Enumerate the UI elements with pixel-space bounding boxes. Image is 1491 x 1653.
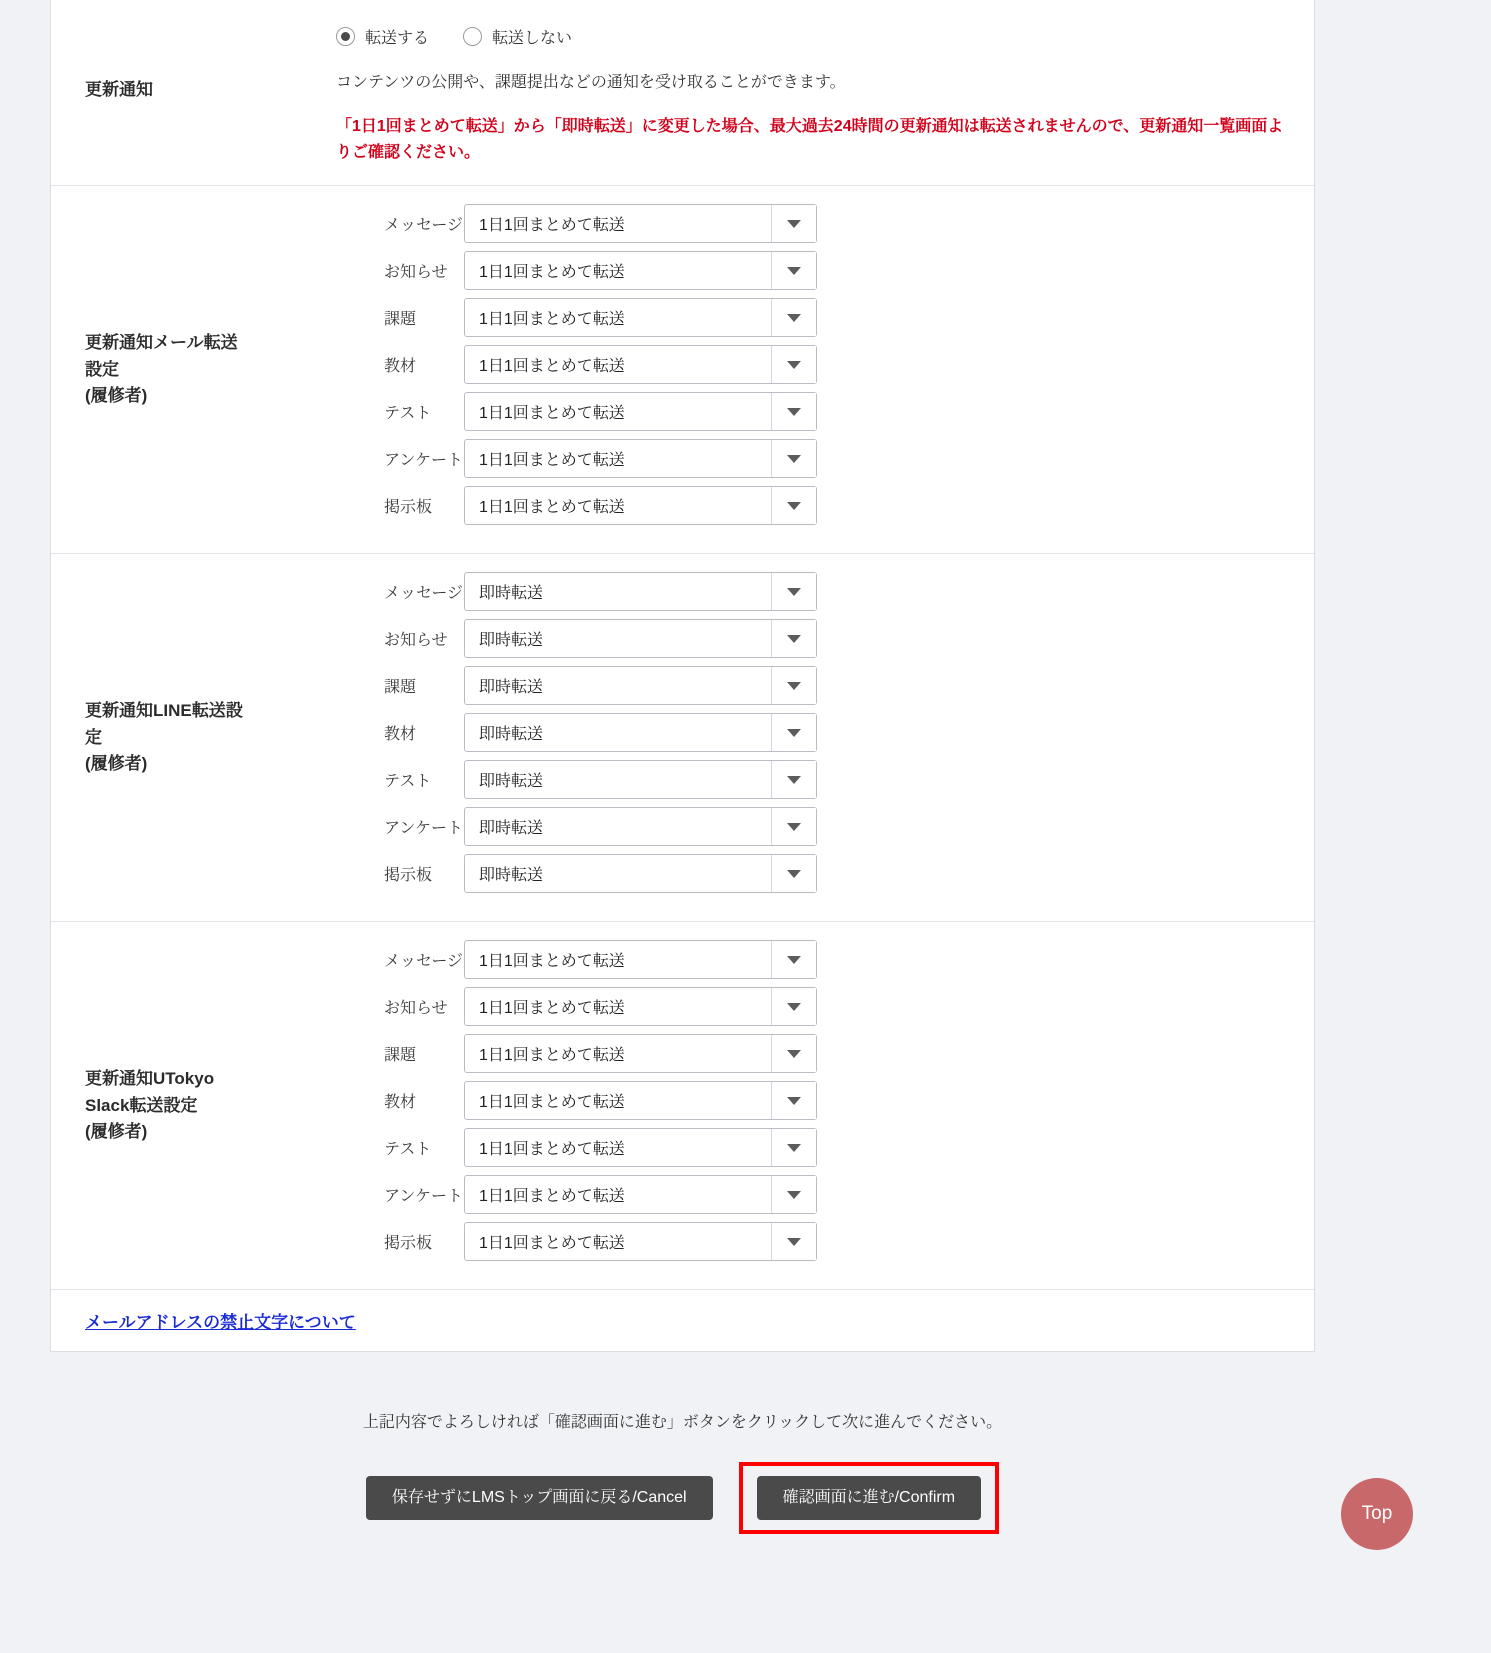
row-mail-link	[51, 1290, 1314, 1351]
label-line-1: 更新通知メール転送	[85, 333, 238, 353]
setting-row-test	[336, 1128, 1294, 1167]
select-slack-message[interactable]	[464, 940, 817, 979]
chevron-down-icon[interactable]	[771, 620, 816, 657]
select-slack-test[interactable]	[464, 1128, 817, 1167]
setting-label-news: お知らせ	[384, 264, 448, 282]
chevron-down-icon[interactable]	[771, 1223, 816, 1260]
setting-label-test: テスト	[384, 405, 432, 423]
radio-forward-off[interactable]	[463, 27, 482, 46]
label-line-2: Slack転送設定	[85, 1095, 198, 1115]
setting-row-news	[336, 251, 1294, 290]
select-value: 1日1回まとめて転送	[479, 499, 625, 517]
scroll-to-top-label: Top	[1361, 1503, 1393, 1524]
select-mail-survey[interactable]	[464, 439, 817, 478]
setting-row-survey	[336, 1175, 1294, 1214]
select-mail-assignment[interactable]	[464, 298, 817, 337]
setting-row-assignment	[336, 298, 1294, 337]
select-line-board[interactable]	[464, 854, 817, 893]
select-value: 1日1回まとめて転送	[479, 405, 625, 423]
chevron-down-icon[interactable]	[771, 346, 816, 383]
update-notification-description: コンテンツの公開や、課題提出などの通知を受け取ることができます。	[336, 74, 846, 91]
confirm-button[interactable]: 確認画面に進む/Confirm	[757, 1476, 981, 1520]
chevron-down-icon[interactable]	[771, 1082, 816, 1119]
select-slack-assignment[interactable]	[464, 1034, 817, 1073]
footer-buttons	[0, 1462, 1365, 1534]
setting-label-test: テスト	[384, 773, 432, 791]
select-mail-board[interactable]	[464, 486, 817, 525]
select-value: 1日1回まとめて転送	[479, 358, 625, 376]
label-line-2: 定	[85, 727, 102, 747]
setting-label-test: テスト	[384, 1141, 432, 1159]
radio-forward-off-label: 転送しない	[492, 30, 573, 47]
select-value: 1日1回まとめて転送	[479, 264, 625, 282]
setting-label-news: お知らせ	[384, 1000, 448, 1018]
setting-row-message	[336, 204, 1294, 243]
setting-row-material	[336, 345, 1294, 384]
select-value: 1日1回まとめて転送	[479, 953, 625, 971]
setting-label-message: メッセージ	[384, 585, 464, 603]
select-line-material[interactable]	[464, 713, 817, 752]
chevron-down-icon[interactable]	[771, 299, 816, 336]
forbidden-characters-link[interactable]: メールアドレスの禁止文字について	[85, 1313, 356, 1333]
setting-label-survey: アンケート	[384, 452, 464, 470]
setting-label-material: 教材	[384, 726, 417, 744]
chevron-down-icon[interactable]	[771, 988, 816, 1025]
select-line-assignment[interactable]	[464, 666, 817, 705]
setting-row-assignment	[336, 666, 1294, 705]
select-mail-test[interactable]	[464, 392, 817, 431]
select-value: 1日1回まとめて転送	[479, 217, 625, 235]
row-line-forward	[51, 554, 1314, 922]
select-value: 即時転送	[479, 679, 544, 697]
setting-row-assignment	[336, 1034, 1294, 1073]
select-mail-news[interactable]	[464, 251, 817, 290]
select-slack-news[interactable]	[464, 987, 817, 1026]
select-value: 1日1回まとめて転送	[479, 1047, 625, 1065]
row-mail-forward	[51, 186, 1314, 554]
select-slack-material[interactable]	[464, 1081, 817, 1120]
select-value: 即時転送	[479, 820, 544, 838]
row-body-update-notification	[336, 0, 1314, 185]
setting-row-test	[336, 760, 1294, 799]
radio-forward-on-label: 転送する	[365, 30, 430, 47]
setting-label-survey: アンケート	[384, 820, 464, 838]
footer-note: 上記内容でよろしければ「確認画面に進む」ボタンをクリックして次に進んでください。	[362, 1414, 1003, 1431]
setting-row-test	[336, 392, 1294, 431]
setting-label-board: 掲示板	[384, 1235, 433, 1253]
setting-label-news: お知らせ	[384, 632, 448, 650]
chevron-down-icon[interactable]	[771, 573, 816, 610]
select-value: 即時転送	[479, 632, 544, 650]
setting-label-assignment: 課題	[384, 311, 417, 329]
settings-panel	[50, 0, 1315, 1352]
setting-row-material	[336, 713, 1294, 752]
row-body-line-forward	[336, 554, 1314, 921]
setting-row-news	[336, 987, 1294, 1026]
setting-label-board: 掲示板	[384, 499, 433, 517]
row-update-notification	[51, 0, 1314, 186]
select-value: 即時転送	[479, 867, 544, 885]
setting-row-board	[336, 854, 1294, 893]
setting-label-message: メッセージ	[384, 217, 464, 235]
label-line-1: 更新通知UTokyo	[85, 1069, 215, 1089]
select-value: 1日1回まとめて転送	[479, 311, 625, 329]
chevron-down-icon[interactable]	[771, 487, 816, 524]
select-line-test[interactable]	[464, 760, 817, 799]
chevron-down-icon[interactable]	[771, 1035, 816, 1072]
label-line-2: 設定	[85, 359, 119, 379]
setting-row-survey	[336, 807, 1294, 846]
chevron-down-icon[interactable]	[771, 855, 816, 892]
chevron-down-icon[interactable]	[771, 1176, 816, 1213]
chevron-down-icon[interactable]	[771, 808, 816, 845]
row-label-slack-forward	[51, 922, 336, 1289]
chevron-down-icon[interactable]	[771, 205, 816, 242]
row-label-mail-forward	[51, 186, 336, 553]
select-mail-material[interactable]	[464, 345, 817, 384]
select-value: 1日1回まとめて転送	[479, 1235, 625, 1253]
setting-label-material: 教材	[384, 358, 417, 376]
chevron-down-icon[interactable]	[771, 761, 816, 798]
setting-row-survey	[336, 439, 1294, 478]
row-label-update-notification	[51, 0, 336, 185]
setting-label-assignment: 課題	[384, 1047, 417, 1065]
row-slack-forward	[51, 922, 1314, 1290]
radio-group-forward	[336, 25, 1294, 48]
select-value: 1日1回まとめて転送	[479, 1188, 625, 1206]
confirm-button-highlight	[739, 1462, 999, 1534]
setting-row-board	[336, 486, 1294, 525]
row-body-mail-forward	[336, 186, 1314, 553]
select-value: 1日1回まとめて転送	[479, 1000, 625, 1018]
setting-row-news	[336, 619, 1294, 658]
label-line-3: (履修者)	[85, 1122, 148, 1142]
row-label-line-forward	[51, 554, 336, 921]
select-mail-message[interactable]	[464, 204, 817, 243]
select-line-survey[interactable]	[464, 807, 817, 846]
select-line-news[interactable]	[464, 619, 817, 658]
setting-row-message	[336, 572, 1294, 611]
row-body-slack-forward	[336, 922, 1314, 1289]
select-slack-survey[interactable]	[464, 1175, 817, 1214]
label-line-3: (履修者)	[85, 386, 148, 406]
setting-label-survey: アンケート	[384, 1188, 464, 1206]
select-value: 即時転送	[479, 773, 544, 791]
setting-row-message	[336, 940, 1294, 979]
chevron-down-icon[interactable]	[771, 393, 816, 430]
select-line-message[interactable]	[464, 572, 817, 611]
setting-label-message: メッセージ	[384, 953, 464, 971]
label-text: 更新通知	[85, 80, 153, 100]
cancel-button[interactable]: 保存せずにLMSトップ画面に戻る/Cancel	[366, 1476, 713, 1520]
chevron-down-icon[interactable]	[771, 252, 816, 289]
setting-row-board	[336, 1222, 1294, 1261]
select-slack-board[interactable]	[464, 1222, 817, 1261]
setting-label-board: 掲示板	[384, 867, 433, 885]
chevron-down-icon[interactable]	[771, 667, 816, 704]
setting-label-assignment: 課題	[384, 679, 417, 697]
select-value: 1日1回まとめて転送	[479, 1094, 625, 1112]
update-notification-warning: 「1日1回まとめて転送」から「即時転送」に変更した場合、最大過去24時間の更新通知は転送されませんので、更新通知一覧画面よりご確認ください。	[336, 117, 1284, 161]
label-line-3: (履修者)	[85, 754, 148, 774]
radio-forward-on[interactable]	[336, 27, 355, 46]
chevron-down-icon[interactable]	[771, 440, 816, 477]
select-value: 1日1回まとめて転送	[479, 1141, 625, 1159]
select-value: 即時転送	[479, 585, 544, 603]
chevron-down-icon[interactable]	[771, 1129, 816, 1166]
scroll-to-top-button[interactable]	[1341, 1478, 1413, 1550]
chevron-down-icon[interactable]	[771, 714, 816, 751]
setting-label-material: 教材	[384, 1094, 417, 1112]
select-value: 即時転送	[479, 726, 544, 744]
select-value: 1日1回まとめて転送	[479, 452, 625, 470]
setting-row-material	[336, 1081, 1294, 1120]
chevron-down-icon[interactable]	[771, 941, 816, 978]
label-line-1: 更新通知LINE転送設	[85, 701, 243, 721]
